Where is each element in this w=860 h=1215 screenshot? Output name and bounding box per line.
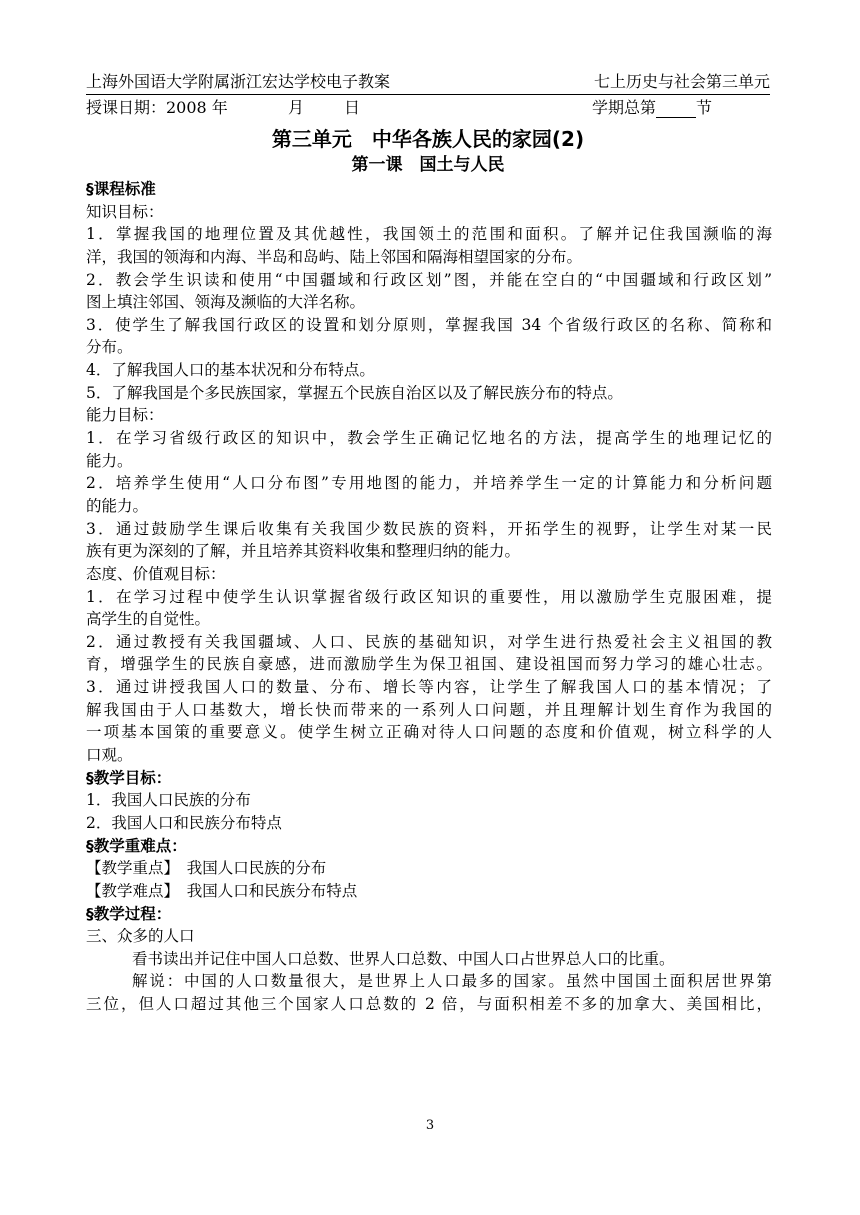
term-suffix: 节 <box>696 98 713 117</box>
text-line: 一项基本国策的重要意义。使学生树立正确对待人口问题的态度和价值观，树立科学的人 <box>86 723 772 742</box>
text-line: 3．使学生了解我国行政区的设置和划分原则，掌握我国 34 个省级行政区的名称、简称和 <box>86 315 772 334</box>
term-blank <box>656 100 696 118</box>
header-course: 七上历史与社会第三单元 <box>593 72 770 91</box>
text-line: 解说：中国的人口数量很大，是世界上人口最多的国家。虽然中国国土面积居世界第 <box>132 972 772 991</box>
text-line: 洋，我国的领海和内海、半岛和岛屿、陆上邻国和隔海相望国家的分布。 <box>86 247 583 266</box>
text-line: 族有更为深刻的了解，并且培养其资料收集和整理归纳的能力。 <box>86 542 521 561</box>
text-line: 1．掌握我国的地理位置及其优越性，我国领土的范围和面积。了解并记住我国濒临的海 <box>86 225 772 244</box>
text-line: 2．培养学生使用“人口分布图”专用地图的能力，并培养学生一定的计算能力和分析问题 <box>86 474 772 493</box>
text-line: 看书读出并记住中国人口总数、世界人口总数、中国人口占世界总人口的比重。 <box>132 949 675 968</box>
text-line: 【教学重点】 我国人口民族的分布 <box>86 859 327 878</box>
text-line: 4．了解我国人口的基本状况和分布特点。 <box>86 361 375 380</box>
text-line: 2．通过教授有关我国疆域、人口、民族的基础知识，对学生进行热爱社会主义祖国的教 <box>86 632 772 651</box>
section-heading: §教学目标： <box>86 768 172 787</box>
text-line: 图上填注邻国、领海及濒临的大洋名称。 <box>86 293 366 312</box>
text-line: 分布。 <box>86 338 133 357</box>
text-line: 【教学难点】 我国人口和民族分布特点 <box>86 881 358 900</box>
text-line: 3．通过鼓励学生课后收集有关我国少数民族的资料，开拓学生的视野，让学生对某一民 <box>86 519 772 538</box>
text-line: 2．我国人口和民族分布特点 <box>86 813 282 832</box>
text-line: 2．教会学生识读和使用“中国疆域和行政区划”图，并能在空白的“中国疆域和行政区划” <box>86 270 772 289</box>
section-heading: §教学过程： <box>86 904 172 923</box>
text-line: 5．了解我国是个多民族国家，掌握五个民族自治区以及了解民族分布的特点。 <box>86 383 623 402</box>
page-header <box>86 72 770 95</box>
text-line: 能力。 <box>86 451 133 470</box>
text-line: 三、众多的人口 <box>86 927 195 946</box>
text-line: 解我国由于人口基数大，增长快而带来的一系列人口问题，并且理解计划生育作为我国的 <box>86 700 772 719</box>
term-prefix: 学期总第 <box>592 98 657 117</box>
text-line: 能力目标： <box>86 406 164 425</box>
date-month: 月 <box>288 98 305 117</box>
date-label: 授课日期：2008 年 <box>86 98 228 117</box>
header-school: 上海外国语大学附属浙江宏达学校电子教案 <box>86 72 391 91</box>
section-heading: §课程标准 <box>86 180 156 198</box>
text-line: 1．我国人口民族的分布 <box>86 791 251 810</box>
text-line: 口观。 <box>86 746 133 765</box>
lesson-title: 第一课 国土与人民 <box>351 155 505 175</box>
text-line: 3．通过讲授我国人口的数量、分布、增长等内容，让学生了解我国人口的基本情况；了 <box>86 678 772 697</box>
text-line: 的能力。 <box>86 496 149 515</box>
text-line: 1．在学习省级行政区的知识中，教会学生正确记忆地名的方法，提高学生的地理记忆的 <box>86 429 772 448</box>
text-line: 1．在学习过程中使学生认识掌握省级行政区知识的重要性，用以激励学生克服困难，提 <box>86 587 772 606</box>
text-line: 知识目标： <box>86 202 164 221</box>
unit-title: 第三单元 中华各族人民的家园(2) <box>271 127 585 151</box>
page-number: 3 <box>425 1118 435 1133</box>
text-line: 高学生的自觉性。 <box>86 610 211 629</box>
document-body <box>86 178 772 1016</box>
term-count <box>592 98 712 118</box>
date-line <box>86 98 770 120</box>
date-day: 日 <box>344 98 361 117</box>
text-line: 育，增强学生的民族自豪感，进而激励学生为保卫祖国、建设祖国而努力学习的雄心壮志。 <box>86 655 772 674</box>
text-line: 三位，但人口超过其他三个国家人口总数的 2 倍，与面积相差不多的加拿大、美国相比， <box>86 995 772 1014</box>
text-line: 态度、价值观目标： <box>86 564 226 583</box>
section-heading: §教学重难点： <box>86 836 187 855</box>
